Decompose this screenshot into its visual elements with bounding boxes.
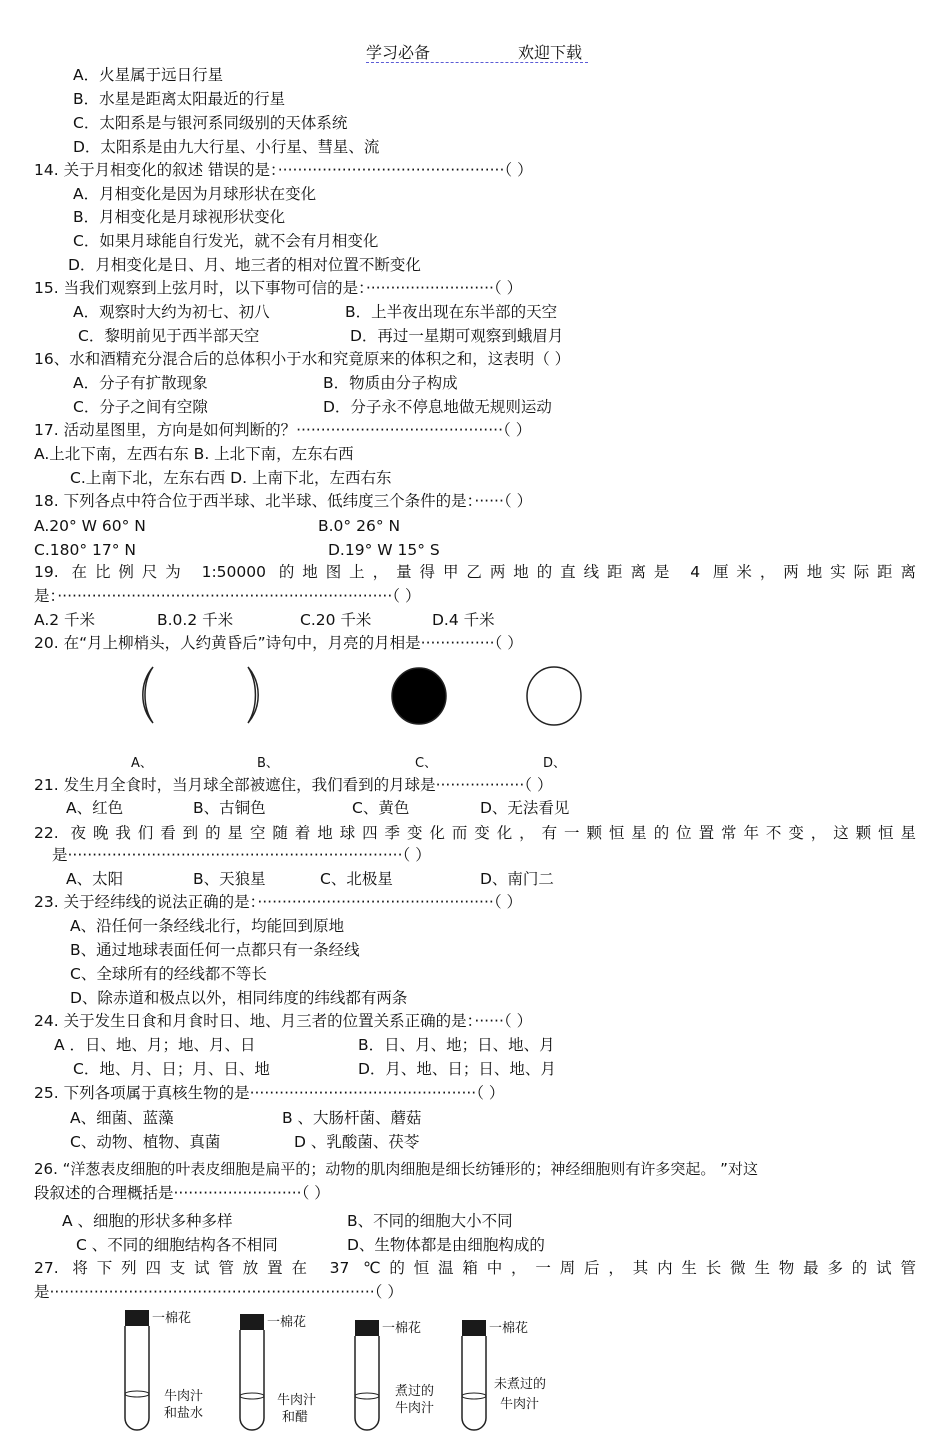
moon-crescent-right-icon — [248, 667, 258, 723]
q19-stem-line1: 19. 在比例尺为 1:50000 的地图上，量得甲乙两地的直线距离是 4 厘米，两地实际距离 — [34, 563, 916, 581]
q16-stem: 16、水和酒精充分混合后的总体积小于水和究竟原来的体积之和，这表明（ ） — [34, 350, 571, 368]
q16-option-d: D．分子永不停息地做无规则运动 — [323, 398, 552, 416]
q24-option-b: B．日、月、地；日、地、月 — [358, 1036, 555, 1054]
q23-option-d: D、除赤道和极点以外，相同纬度的纬线都有两条 — [70, 989, 408, 1007]
q22-option-c: C、北极星 — [320, 870, 393, 888]
q23-option-a: A、沿任何一条经线北行，均能回到原地 — [70, 917, 345, 935]
q23-option-b: B、通过地球表面任何一点都只有一条经线 — [70, 941, 360, 959]
q21-option-a: A、红色 — [66, 799, 124, 817]
q16-option-c: C．分子之间有空隙 — [73, 398, 208, 416]
q25-option-b: B 、大肠杆菌、蘑菇 — [282, 1109, 422, 1127]
q24-stem: 24. 关于发生日食和月食时日、地、月三者的位置关系正确的是：······（ ） — [34, 1012, 533, 1030]
test-tube-3 — [355, 1320, 434, 1430]
q18-option-c: C.180° 17° N — [34, 541, 137, 559]
cotton-plug-icon — [125, 1310, 149, 1326]
q14-option-a: A．月相变化是因为月球形状在变化 — [73, 185, 317, 203]
q26-option-a: A 、细胞的形状多种多样 — [62, 1212, 233, 1230]
q25-option-d: D 、乳酸菌、茯苓 — [294, 1133, 420, 1151]
q24-option-a: A ．日、地、月；地、月、日 — [54, 1036, 256, 1054]
moon-label-c: C、 — [415, 756, 438, 771]
q14-option-b: B．月相变化是月球视形状变化 — [73, 208, 286, 226]
q17-stem: 17. 活动星图里，方向是如何判断的？··········································（ ） — [34, 421, 532, 439]
q26-stem-line2: 段叙述的合理概括是··························（ ） — [34, 1184, 330, 1202]
q22-option-d: D、南门二 — [480, 870, 554, 888]
q26-option-c: C 、不同的细胞结构各不相同 — [76, 1236, 278, 1254]
q27-stem-line1: 27. 将下列四支试管放置在 37 ℃的恒温箱中，一周后，其内生长微生物最多的试管 — [34, 1259, 916, 1277]
q22-stem-line2: 是····································································（ ） — [52, 846, 431, 864]
test-tube-1 — [125, 1310, 203, 1430]
q19-stem-line2: 是：····································································（ ） — [34, 587, 421, 605]
q17-options-ab: A.上北下南，左西右东 B. 上北下南，左东右西 — [34, 445, 354, 463]
tube-1-content-line2: 和盐水 — [164, 1406, 204, 1421]
q15-stem: 15. 当我们观察到上弦月时，以下事物可信的是：··························（ ） — [34, 279, 523, 297]
q19-option-c: C.20 千米 — [300, 611, 372, 629]
q23-stem: 23. 关于经纬线的说法正确的是：················································（ ） — [34, 893, 523, 911]
q14-option-d: D．月相变化是日、月、地三者的相对位置不断变化 — [68, 256, 421, 274]
q19-option-b: B.0.2 千米 — [157, 611, 234, 629]
cotton-plug-icon — [240, 1314, 264, 1330]
q24-option-c: C．地、月、日；月、日、地 — [73, 1060, 270, 1078]
header-right: 欢迎下载 — [518, 43, 583, 62]
tube-3-cap-label: 一棉花 — [382, 1321, 422, 1336]
q18-stem: 18. 下列各点中符合位于西半球、北半球、低纬度三个条件的是：······（ ） — [34, 492, 533, 510]
moon-label-b: B、 — [257, 756, 279, 771]
q15-option-a: A．观察时大约为初七、初八 — [73, 303, 270, 321]
tube-4-content-line2: 牛肉汁 — [500, 1397, 540, 1412]
q19-option-d: D.4 千米 — [432, 611, 495, 629]
test-tube-2 — [240, 1314, 316, 1430]
cotton-plug-icon — [462, 1320, 486, 1336]
moon-full-icon — [527, 667, 581, 725]
q20-stem: 20. 在“月上柳梢头，人约黄昏后”诗句中，月亮的月相是···············（ ） — [34, 634, 523, 652]
tube-2-cap-label: 一棉花 — [267, 1315, 307, 1330]
q13-option-a: A．火星属于远日行星 — [73, 66, 224, 84]
q15-option-d: D．再过一星期可观察到蛾眉月 — [350, 327, 564, 345]
q21-stem: 21. 发生月全食时，当月球全部被遮住，我们看到的月球是··················（ ） — [34, 776, 553, 794]
q14-stem: 14. 关于月相变化的叙述 错误的是：··············································（ ） — [34, 161, 533, 179]
q13-option-c: C．太阳系是与银河系同级别的天体系统 — [73, 114, 348, 132]
q23-option-c: C、全球所有的经线都不等长 — [70, 965, 267, 983]
q13-option-d: D．太阳系是由九大行星、小行星、彗星、流 — [73, 138, 380, 156]
q21-option-c: C、黄色 — [352, 799, 410, 817]
cotton-plug-icon — [355, 1320, 379, 1336]
test-tube-4 — [462, 1320, 546, 1430]
tube-3-content-line2: 牛肉汁 — [395, 1401, 435, 1416]
tube-2-content-line1: 牛肉汁 — [277, 1393, 317, 1408]
q25-option-a: A、细菌、蓝藻 — [70, 1109, 174, 1127]
q26-option-b: B、不同的细胞大小不同 — [347, 1212, 513, 1230]
test-tube-figure — [110, 1300, 590, 1434]
q27-stem-line2: 是··································································（ ） — [34, 1283, 403, 1301]
q25-option-c: C、动物、植物、真菌 — [70, 1133, 221, 1151]
q18-option-d: D.19° W 15° S — [328, 541, 440, 559]
moon-phase-figure — [100, 655, 600, 780]
q13-option-b: B．水星是距离太阳最近的行星 — [73, 90, 286, 108]
page-header — [366, 40, 588, 63]
moon-label-a: A、 — [131, 756, 153, 771]
tube-1-content-line1: 牛肉汁 — [164, 1389, 204, 1404]
q18-option-a: A.20° W 60° N — [34, 517, 146, 535]
tube-1-cap-label: 一棉花 — [152, 1311, 192, 1326]
q26-stem-line1: 26. “洋葱表皮细胞的叶表皮细胞是扁平的；动物的肌肉细胞是细长纺锤形的；神经细胞则有许多突起。 ”对这 — [34, 1160, 758, 1178]
moon-crescent-left-icon — [143, 667, 153, 723]
q18-option-b: B.0° 26° N — [318, 517, 401, 535]
tube-3-content-line1: 煮过的 — [395, 1384, 435, 1399]
moon-new-icon — [392, 668, 446, 724]
q21-option-d: D、无法看见 — [480, 799, 570, 817]
q19-option-a: A.2 千米 — [34, 611, 96, 629]
q24-option-d: D．月、地、日；日、地、月 — [358, 1060, 556, 1078]
q22-option-a: A、太阳 — [66, 870, 124, 888]
q25-stem: 25. 下列各项属于真核生物的是··············································（ ） — [34, 1084, 505, 1102]
q17-options-cd: C.上南下北，左东右西 D. 上南下北，左西右东 — [70, 469, 392, 487]
q21-option-b: B、古铜色 — [193, 799, 266, 817]
tube-2-content-line2: 和醋 — [282, 1410, 309, 1425]
moon-label-d: D、 — [543, 756, 567, 771]
tube-4-content-line1: 未煮过的 — [494, 1377, 547, 1392]
q22-option-b: B、天狼星 — [193, 870, 266, 888]
q14-option-c: C．如果月球能自行发光，就不会有月相变化 — [73, 232, 379, 250]
q22-stem-line1: 22. 夜晚我们看到的星空随着地球四季变化而变化，有一颗恒星的位置常年不变，这颗恒星 — [34, 824, 916, 842]
q15-option-c: C．黎明前见于西半部天空 — [78, 327, 260, 345]
q16-option-b: B．物质由分子构成 — [323, 374, 458, 392]
q16-option-a: A．分子有扩散现象 — [73, 374, 208, 392]
q15-option-b: B．上半夜出现在东半部的天空 — [345, 303, 558, 321]
header-left: 学习必备 — [366, 43, 431, 62]
q26-option-d: D、生物体都是由细胞构成的 — [347, 1236, 545, 1254]
tube-4-cap-label: 一棉花 — [489, 1321, 529, 1336]
